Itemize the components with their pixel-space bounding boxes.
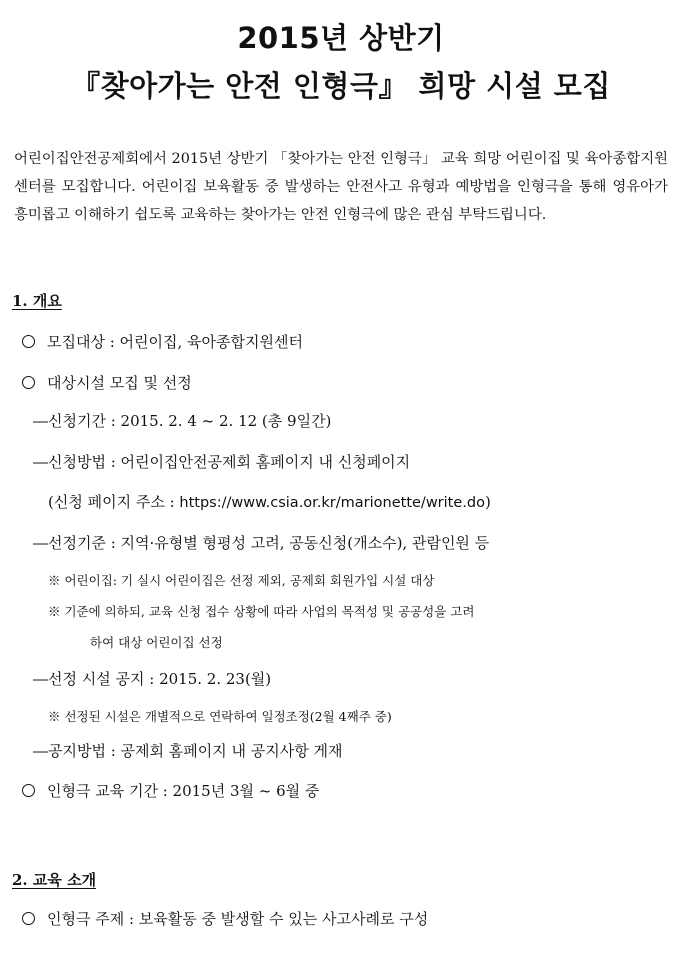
bullet-target <box>22 331 303 352</box>
title-line-1: 2015년 상반기 <box>237 21 445 55</box>
section-2-heading: 2. 교육 소개 <box>12 871 97 889</box>
selection-announcement: ―선정 시설 공지 : 2015. 2. 23(월) <box>33 670 272 688</box>
application-page-url[interactable]: https://www.csia.or.kr/marionette/write.do <box>179 495 485 511</box>
application-page <box>48 491 491 512</box>
application-method: ―신청방법 : 어린이집안전공제회 홈페이지 내 신청페이지 <box>33 453 411 471</box>
theme-text: 인형극 주제 : 보육활동 중 발생할 수 있는 사고사례로 구성 <box>47 910 429 928</box>
bullet-education-period <box>22 780 319 801</box>
bullet-theme <box>22 908 428 929</box>
intro-paragraph: 어린이집안전공제회에서 2015년 상반기 「찾아가는 안전 인형극」 교육 희망 어린이집 및 육아종합지원센터를 모집합니다. 어린이집 보육활동 중 발생하는 안전사고 유형과 예방법을 인형극을 통해 영유아가 흥미롭고 이해하기 쉽도록 교육하는 찾아가는 안전 인형극에 많은 관심 부탁드립니다. <box>14 151 668 223</box>
application-period: ―신청기간 : 2015. 2. 4 ~ 2. 12 (총 9일간) <box>33 412 332 430</box>
title-line-2: 『찾아가는 안전 인형극』 희망 시설 모집 <box>71 69 611 103</box>
bullet-selection <box>22 372 192 393</box>
target-text: 모집대상 : 어린이집, 육아종합지원센터 <box>47 333 303 351</box>
education-period-text: 인형극 교육 기간 : 2015년 3월 ~ 6월 중 <box>47 782 320 800</box>
circle-bullet-icon <box>22 335 35 348</box>
selection-criteria: ―선정기준 : 지역·유형별 형평성 고려, 공동신청(개소수), 관람인원 등 <box>33 534 490 552</box>
circle-bullet-icon <box>22 912 35 925</box>
section-1-heading: 1. 개요 <box>12 292 62 310</box>
note-2: ※ 기준에 의하되, 교육 신청 접수 상황에 따라 사업의 목적성 및 공공성을 고려 <box>48 604 475 619</box>
announcement-method: ―공지방법 : 공제회 홈페이지 내 공지사항 게재 <box>33 742 343 760</box>
note-3: ※ 선정된 시설은 개별적으로 연락하여 일정조정(2월 4째주 중) <box>48 709 392 724</box>
selection-text: 대상시설 모집 및 선정 <box>47 374 192 392</box>
application-page-label: (신청 페이지 주소 : <box>48 493 180 511</box>
application-page-close: ) <box>484 493 491 511</box>
note-2-continued: 하여 대상 어린이집 선정 <box>90 635 223 650</box>
note-1: ※ 어린이집: 기 실시 어린이집은 선정 제외, 공제회 회원가입 시설 대상 <box>48 573 435 588</box>
circle-bullet-icon <box>22 784 35 797</box>
circle-bullet-icon <box>22 376 35 389</box>
